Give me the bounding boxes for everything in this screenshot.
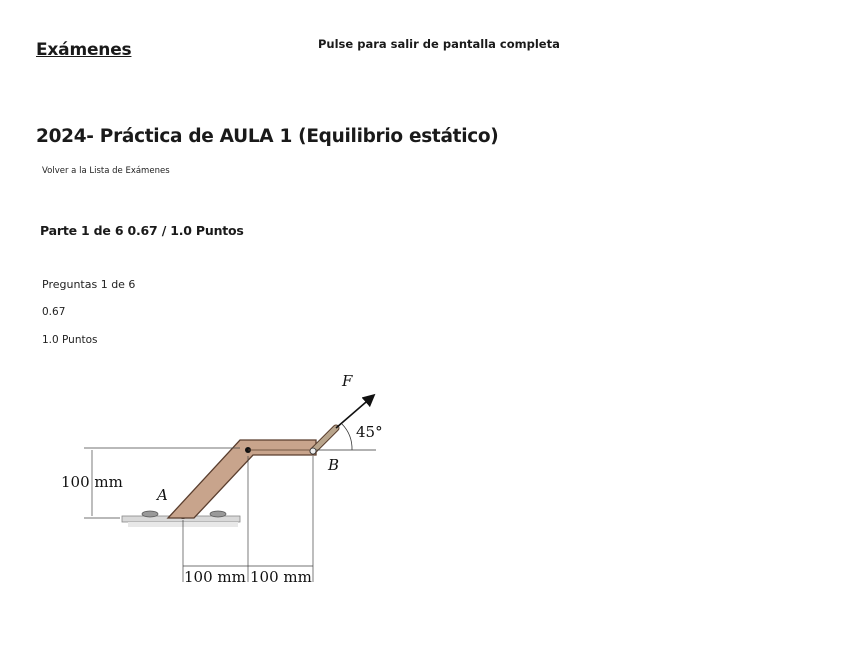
- problem-figure: [0, 360, 420, 600]
- question-score: 0.67: [42, 306, 66, 318]
- lever-member: [168, 440, 316, 518]
- exams-link[interactable]: Exámenes: [36, 40, 132, 60]
- question-count: Preguntas 1 de 6: [42, 278, 136, 291]
- exit-fullscreen-link[interactable]: Pulse para salir de pantalla completa: [318, 37, 560, 51]
- question-points: 1.0 Puntos: [42, 334, 98, 346]
- height-dimension-label: 100 mm: [61, 473, 123, 491]
- left-dimension-label: 100 mm: [184, 568, 246, 586]
- dimension-lines: [84, 448, 313, 582]
- angle-label: 45°: [356, 423, 383, 441]
- force-label: F: [342, 372, 353, 390]
- back-to-exam-list-link[interactable]: Volver a la Lista de Exámenes: [42, 166, 170, 176]
- right-dimension-label: 100 mm: [250, 568, 312, 586]
- exam-title: 2024- Práctica de AULA 1 (Equilibrio estático): [36, 126, 499, 147]
- point-a-label: A: [157, 486, 168, 504]
- part-heading: Parte 1 de 6 0.67 / 1.0 Puntos: [40, 223, 244, 238]
- point-b-label: B: [328, 456, 340, 474]
